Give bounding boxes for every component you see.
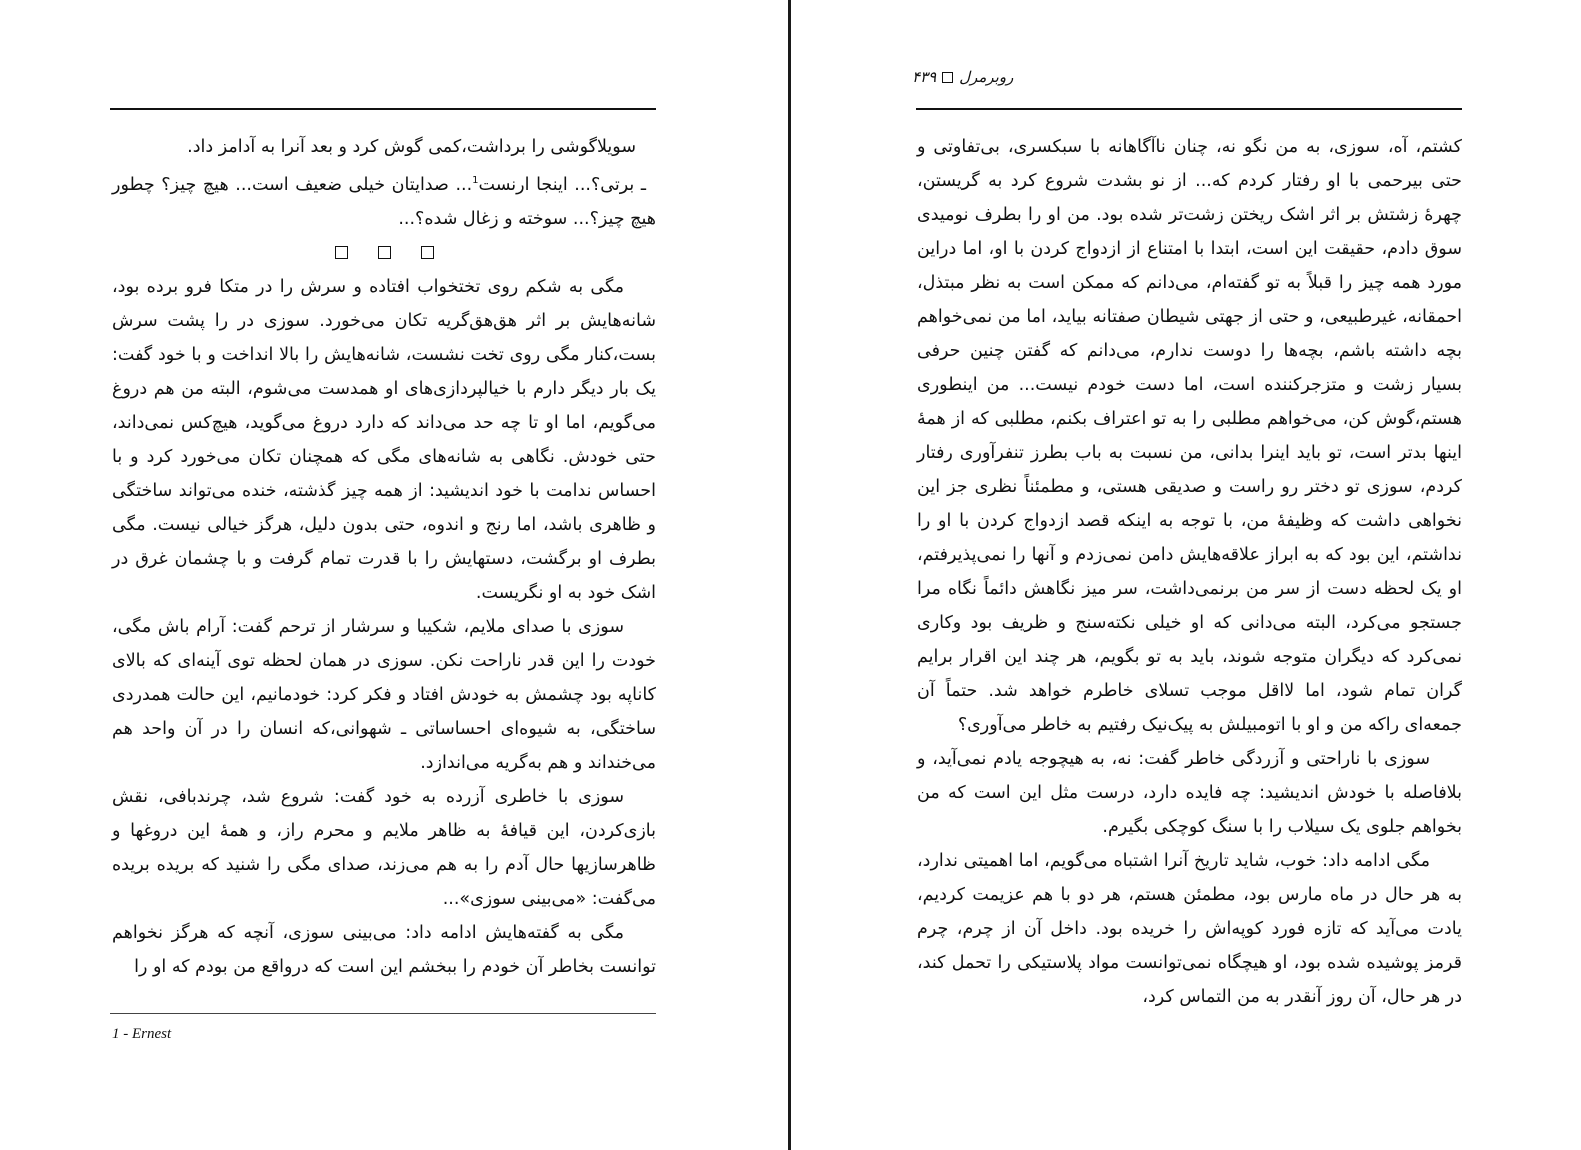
paragraph: سوزی با صدای ملایم، شکیبا و سرشار از ترحم گفت: آرام باش مگی، خودت را این قدر ناراحت نکن. سوزی در همان لحظه توی آینه‌ای که بالای کاناپه بود چشمش به خودش افتاد و فکر کرد: خودمانیم، این حالت همدردی ساختگی، به شیوه‌ای احساساتی ـ شهوانی،که انسان را در آن واحد هم می‌خنداند و هم به‌گریه می‌اندازد. — [112, 616, 656, 773]
separator-box — [421, 246, 434, 259]
left-page — [0, 0, 788, 1150]
footnote-marker: 1 — [472, 175, 479, 186]
right-page-text — [917, 130, 1462, 1014]
paragraph: سوزی با خاطری آزرده به خود گفت: شروع شد، چرندبافی، نقش بازی‌کردن، این قیافهٔ به ظاهر ملایم و محرم راز، و همهٔ این دروغها و ظاهرسازیها حال آدم را به هم می‌زند، صدای مگی را شنید که بریده بریده می‌گفت: «می‌بینی سوزی»... — [112, 786, 656, 909]
running-header — [912, 68, 1013, 86]
header-box-ornament — [942, 72, 953, 83]
header-title: روبرمرل — [959, 68, 1014, 86]
paragraph: سوزی با ناراحتی و آزردگی خاطر گفت: نه، به هیچوجه یادم نمی‌آید، و بلافاصله با خودش اندیشید: چه فایده دارد، درست مثل این است که من بخواهم جلوی یک سیلاب را با سنگ کوچکی بگیرم. — [917, 749, 1462, 837]
page-number: ۴۳۹ — [912, 68, 937, 86]
dialogue-start: ـ برتی؟... اینجا ارنست — [478, 174, 646, 195]
separator-box — [335, 246, 348, 259]
section-separator — [112, 236, 656, 270]
right-page — [791, 0, 1581, 1150]
top-rule — [916, 108, 1462, 110]
footnote-rule — [110, 1013, 656, 1014]
separator-box — [378, 246, 391, 259]
paragraph — [112, 164, 656, 236]
paragraph: مگی به گفته‌هایش ادامه داد: می‌بینی سوزی، آنچه که هرگز نخواهم توانست بخاطر آن خودم را ببخشم این است که درواقع من بودم که او را — [112, 922, 656, 977]
paragraph: مگی به شکم روی تختخواب افتاده و سرش را در متکا فرو برده بود، شانه‌هایش بر اثر هق‌هق‌گریه تکان می‌خورد. سوزی در را پشت سرش بست،کنار مگی روی تخت نشست، شانه‌هایش را بالا انداخت و با خود گفت: یک بار دیگر دارم با خیالپردازی‌های او همدست می‌شوم، البته من هم دروغ می‌گویم، اما او تا چه حد می‌داند که دارد دروغ می‌گوید، هیچ‌کس نمی‌داند، حتی خودش. نگاهی به شانه‌های مگی که همچنان تکان می‌خورد کرد و با احساس ندامت با خود اندیشید: از همه چیز گذشته، خنده می‌تواند ساختگی و ظاهری باشد، اما رنج و اندوه، حتی بدون دلیل، هرگز خیالی نیست. مگی بطرف او برگشت، دستهایش را با قدرت تمام گرفت و با چشمان غرق در اشک خود به او نگریست. — [112, 276, 656, 603]
paragraph: سویلاگوشی را برداشت،کمی گوش کرد و بعد آنرا به آدامز داد. — [187, 137, 636, 157]
paragraph: کشتم، آه، سوزی، به من نگو نه، چنان ناآگاهانه با سبکسری، بی‌تفاوتی و حتی بیرحمی با او رفتار کردم که... از نو بشدت شروع کرد به گریستن، چهرهٔ زشتش بر اثر اشک ریختن زشت‌تر شده بود. من او را بطرف نومیدی سوق دادم، حقیقت این است، ابتدا با امتناع از ازدواج کردن با او، اما دراین مورد همه چیز را قبلاً به تو گفته‌ام، می‌دانم که ممکن است به نظر مبتذل، احمقانه، غیرطبیعی، و حتی از جهتی شیطان صفتانه بیاید، اما من نمی‌خواهم بچه داشته باشم، بچه‌ها را دوست ندارم، می‌دانم که گفتن چنین حرفی بسیار زشت و متزجرکننده است، اما دست خودم نیست... من اینطوری هستم،گوش کن، می‌خواهم مطلبی را به تو اعتراف بکنم، مطلبی که از همهٔ اینها بدتر است، تو باید اینرا بدانی، من نسبت به باب بطرز تنفرآوری رفتار کردم، سوزی تو دختر رو راست و صدیقی هستی، و مطمئناً نظری جز این نخواهی داشت که وظیفهٔ من، با توجه به اینکه قصد ازدواج کردن با او را نداشتم، این بود که به ابراز علاقه‌هایش دامن نمی‌زدم و آنها را نمی‌پذیرفتم، او یک لحظه دست از سر من برنمی‌داشت، سر میز نگاهش دائماً نگاه مرا جستجو می‌کرد، البته می‌دانی که او خیلی نکته‌سنج و ظریف بود وکاری نمی‌کرد که دیگران متوجه شوند، باید به تو بگویم، هر چند این اقرار برایم گران تمام شود، اما لااقل موجب تسلای خاطرم خواهد شد. حتماً آن جمعه‌ای راکه من و او با اتومبیلش به پیک‌نیک رفتیم به خاطر می‌آوری؟ — [917, 137, 1462, 735]
footnote: 1 - Ernest — [112, 1026, 172, 1042]
paragraph: مگی ادامه داد: خوب، شاید تاریخ آنرا اشتباه می‌گویم، اما اهمیتی ندارد، به هر حال در ماه مارس بود، مطمئن هستم، هر دو با هم عزیمت کردیم، یادت می‌آید که تازه فورد کوپه‌اش را خریده بود. داخل آن از چرم، چرم قرمز پوشیده شده بود، او هیچگاه نمی‌توانست مواد پلاستیکی را تحمل کند، در هر حال، آن روز آنقدر به من التماس کرد، — [917, 851, 1462, 1007]
top-rule — [110, 108, 656, 110]
left-page-text — [112, 130, 656, 984]
dialogue-rest: ... صدایتان خیلی ضعیف است... هیچ چیز؟ چطور هیچ چیز؟... سوخته و زغال شده؟... — [112, 174, 656, 229]
